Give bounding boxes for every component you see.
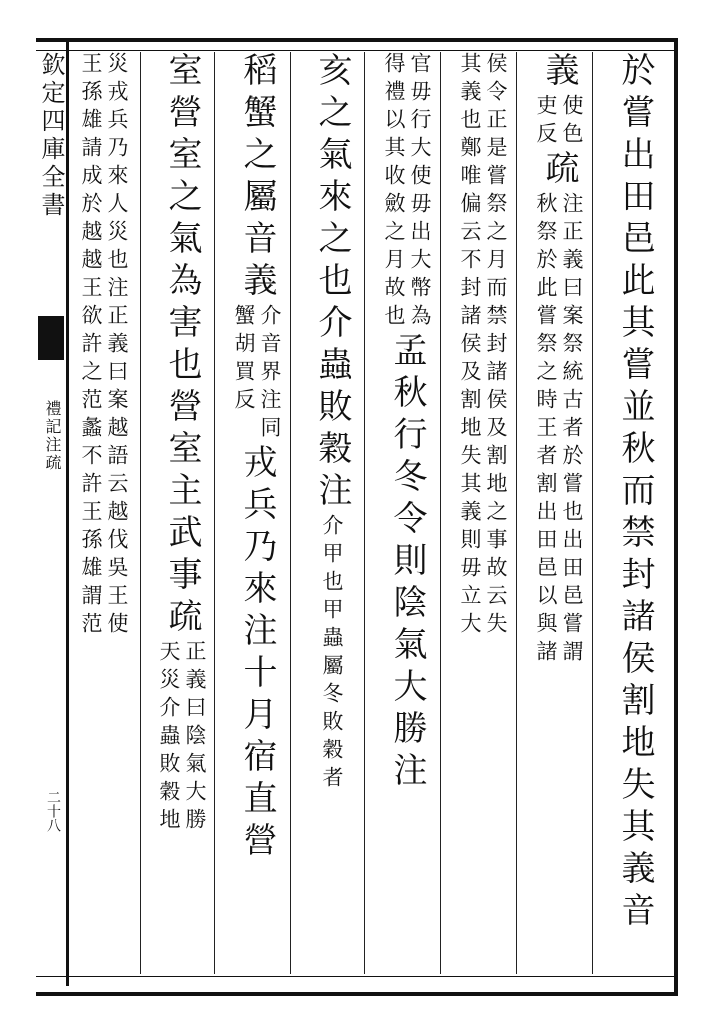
commentary-line-left: 蟹胡買反 — [232, 304, 256, 416]
commentary-double-line — [232, 304, 282, 444]
text-column — [224, 52, 290, 974]
commentary-double-line — [458, 52, 508, 640]
column-rule — [140, 52, 141, 974]
column-rule — [214, 52, 215, 974]
main-text: 亥之氣來之也介蟲敗穀注 — [312, 52, 352, 514]
column-rule — [290, 52, 291, 974]
column-rule — [592, 52, 593, 974]
commentary-line-left: 吏反 — [534, 94, 558, 150]
main-text: 戎兵乃來注十月宿直營 — [237, 444, 277, 864]
commentary-line-right: 使色 — [560, 94, 584, 150]
fold-book-title: 欽定四庫全書 — [37, 52, 65, 220]
commentary-line-left: 秋祭於此嘗祭之時王者割出田邑以與諸 — [534, 192, 558, 668]
top-rule — [36, 50, 678, 51]
commentary-line-right: 介音界注同 — [258, 304, 282, 444]
bottom-rule — [36, 976, 678, 977]
commentary-double-line — [79, 52, 129, 640]
commentary-line-right: 侯令正是嘗祭之月而禁封諸侯及割地之事故云失 — [484, 52, 508, 640]
text-column — [374, 52, 440, 974]
commentary-line-left: 王孫雄請成於越越王欲許之范蠡不許王孫雄謂范 — [79, 52, 103, 640]
commentary-double-line — [157, 640, 207, 836]
text-column — [150, 52, 214, 974]
text-column — [602, 52, 668, 974]
commentary-line-left: 其義也鄭唯偏云不封諸侯及割地失其義則毋立大 — [458, 52, 482, 640]
commentary-line-right: 注正義曰案祭統古者於嘗也出田邑嘗謂 — [560, 192, 584, 668]
fold-black-mark — [38, 316, 64, 360]
commentary-double-line — [534, 192, 584, 668]
text-column — [450, 52, 516, 974]
text-column — [526, 52, 592, 974]
commentary-line-left: 天災介蟲敗穀地 — [157, 640, 181, 836]
column-rule — [364, 52, 365, 974]
commentary-double-line — [534, 94, 584, 150]
main-text: 義 — [539, 52, 579, 94]
fold-juan-title: 禮記注疏 — [43, 400, 62, 472]
commentary-line-left: 得禮以其收斂之月故也 — [382, 52, 406, 332]
column-rule — [516, 52, 517, 974]
commentary-line-right: 正義曰陰氣大勝 — [183, 640, 207, 836]
commentary-line-right: 官毋行大使毋出大幣為 — [408, 52, 432, 332]
main-text: 室營室之氣為害也營室主武事疏 — [162, 52, 202, 640]
main-text: 疏 — [539, 150, 579, 192]
main-text: 於嘗出田邑此其嘗並秋而禁封諸侯割地失其義音 — [615, 52, 655, 934]
fold-page-number: 二十八 — [45, 790, 61, 832]
text-column — [300, 52, 364, 974]
column-rule — [440, 52, 441, 974]
commentary-line-right: 災戎兵乃來人災也注正義曰案越語云越伐吳王使 — [105, 52, 129, 640]
main-text: 孟秋行冬令則陰氣大勝注 — [387, 332, 427, 794]
commentary-double-line — [382, 52, 432, 332]
text-column — [70, 52, 138, 974]
main-text: 稻蟹之屬音義 — [237, 52, 277, 304]
commentary-text: 介甲也甲蟲屬冬敗穀者 — [320, 514, 344, 794]
